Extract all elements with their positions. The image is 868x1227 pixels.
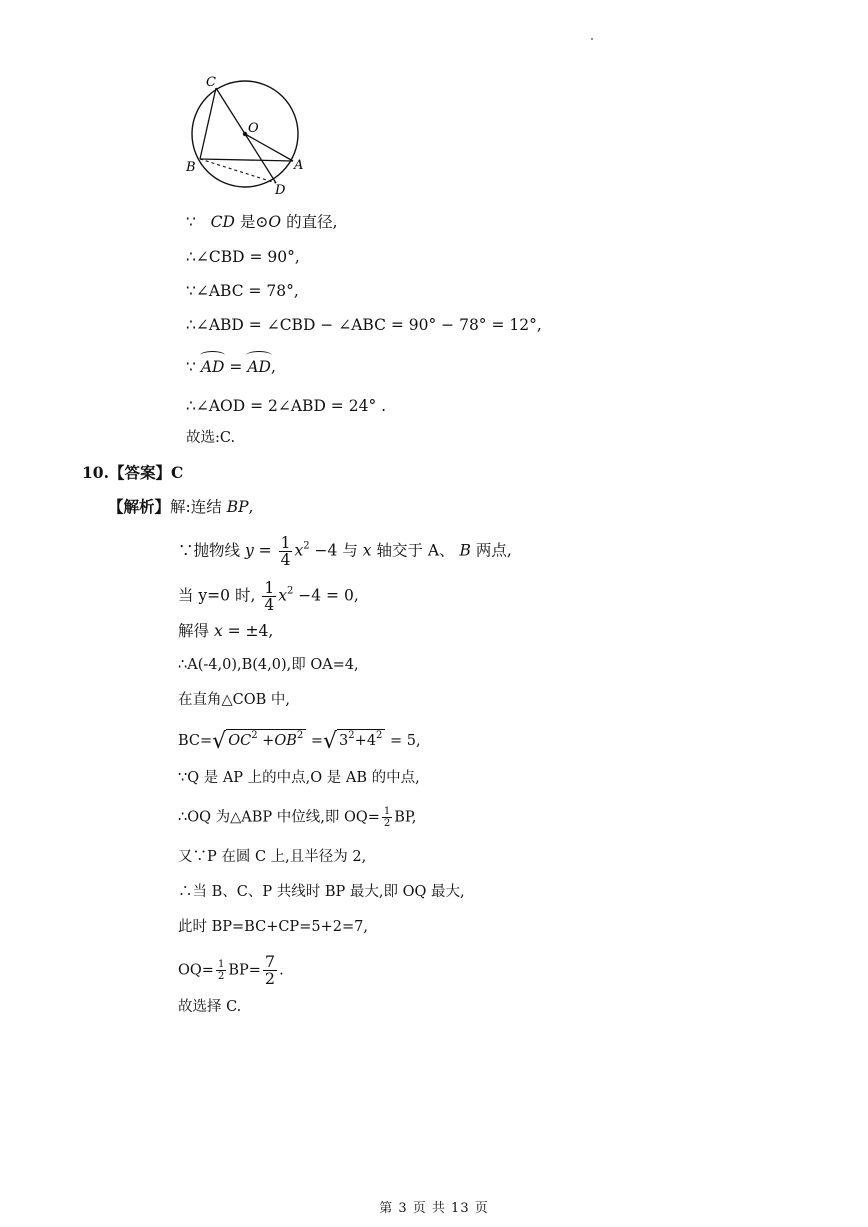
denominator: 2	[217, 971, 225, 982]
comma: ,	[248, 498, 254, 516]
numerator: 1	[280, 534, 291, 552]
var-o: O	[268, 213, 282, 231]
var-oc: OC	[228, 733, 252, 749]
result: = 5,	[390, 733, 421, 749]
sqrt-oc-ob	[226, 729, 306, 751]
label-d: D	[275, 183, 286, 197]
exponent: 2	[251, 730, 258, 741]
circle-symbol: ⊙	[255, 213, 269, 231]
exponent: 2	[286, 585, 294, 597]
text-bc-eq: BC=	[178, 733, 213, 749]
denominator: 4	[264, 596, 275, 614]
step-collinear: ∴当 B、C、P 共线时 BP 最大,即 OQ 最大,	[178, 884, 465, 900]
question-number: 10.	[82, 463, 109, 482]
numerator: 1	[217, 959, 225, 970]
plus-sign: +	[354, 733, 367, 749]
fraction-half	[382, 806, 392, 829]
radical-sign: √	[323, 729, 338, 754]
step-points: ∴A(-4,0),B(4,0),即 OA=4,	[178, 657, 359, 673]
text-diameter: 的直径,	[286, 213, 338, 231]
step-radius: 又∵P 在圆 C 上,且半径为 2,	[178, 849, 367, 865]
answer-value: C	[170, 463, 184, 482]
text-bp: BP,	[394, 809, 417, 826]
reason-line-1	[186, 212, 338, 232]
fraction-quarter	[279, 535, 293, 568]
reason-line-7: 故选:C.	[186, 430, 236, 446]
label-o: O	[248, 121, 259, 136]
var-x: x	[294, 541, 304, 560]
numerator: 1	[264, 579, 275, 597]
var-bp: BP	[226, 498, 249, 516]
exponent: 2	[296, 730, 304, 741]
because-symbol: ∵	[186, 358, 196, 376]
text-when-y-zero: 当 y=0 时,	[178, 586, 256, 605]
label-a: A	[294, 158, 304, 173]
text-and: 与	[342, 541, 358, 560]
sqrt-3-4	[337, 729, 385, 751]
fraction-seven-halves	[263, 954, 277, 987]
reason-line-6: ∴∠AOD = 2∠ABD = 24° .	[186, 397, 387, 415]
fraction-quarter	[262, 580, 276, 613]
step-oq-value	[178, 954, 284, 987]
text-is: 是	[239, 213, 256, 231]
fraction-half	[216, 959, 226, 982]
numerator: 7	[264, 952, 276, 971]
center-point	[243, 132, 247, 136]
text-bp-eq: BP=	[228, 962, 261, 979]
equals-sign: =	[258, 541, 272, 560]
var-cd: CD	[210, 213, 235, 231]
var-x: x	[213, 622, 223, 640]
equation-rest: −4 = 0,	[298, 586, 359, 605]
text-axis-intersect: 轴交于 A、	[376, 541, 455, 560]
num-four: 4	[366, 733, 377, 749]
denominator: 2	[383, 818, 391, 829]
answer-label: 【答案】	[108, 463, 171, 482]
reason-line-3: ∵∠ABC = 78°,	[186, 282, 299, 300]
step-midline	[178, 806, 416, 829]
text-midline: ∴OQ 为△ABP 中位线,即 OQ=	[178, 809, 380, 826]
denominator: 4	[280, 551, 291, 569]
analysis-intro: 解:连结	[170, 498, 222, 516]
var-y: y	[244, 541, 254, 560]
period: .	[279, 962, 284, 979]
step-bc	[178, 729, 421, 752]
equals-sign: =	[229, 358, 243, 376]
var-x: x	[278, 586, 287, 605]
denominator: 2	[264, 969, 276, 988]
step-parabola	[178, 535, 512, 568]
step-y-zero	[178, 580, 359, 613]
num-three: 3	[339, 733, 349, 749]
q10-answer-line	[82, 463, 183, 483]
label-b: B	[186, 160, 196, 175]
step-solve	[178, 621, 273, 641]
reason-line-4: ∴∠ABD = ∠CBD − ∠ABC = 90° − 78° = 12°,	[186, 316, 542, 334]
var-x-axis: x	[362, 541, 372, 560]
arc-ad-right: AD	[247, 358, 271, 376]
q10-analysis-line	[108, 497, 253, 517]
text-two-points: 两点,	[475, 541, 512, 560]
step-conclusion: 故选择 C.	[178, 999, 242, 1015]
because-symbol: ∵	[186, 213, 196, 231]
step-bp-value: 此时 BP=BC+CP=5+2=7,	[178, 919, 368, 935]
arc-ad-left: AD	[200, 358, 225, 376]
step-right-triangle: 在直角△COB 中,	[178, 692, 291, 708]
text-oq-eq: OQ=	[178, 962, 214, 979]
text-solve: 解得	[178, 622, 210, 640]
text-parabola: ∵抛物线	[178, 541, 241, 560]
circle-diagram	[180, 72, 320, 197]
page-footer: 第 3 页 共 13 页	[379, 1201, 489, 1216]
exponent: 2	[376, 730, 383, 741]
reason-line-5	[186, 357, 276, 377]
analysis-label: 【解析】	[108, 497, 171, 516]
step-midpoints: ∵Q 是 AP 上的中点,O 是 AB 的中点,	[178, 770, 420, 786]
speck	[591, 38, 593, 40]
minus-four: −4	[314, 541, 338, 560]
segment-bd	[200, 159, 276, 183]
exponent: 2	[303, 540, 310, 552]
reason-line-2: ∴∠CBD = 90°,	[186, 248, 300, 266]
radical-sign: √	[212, 729, 227, 754]
exponent: 2	[348, 730, 355, 741]
label-c: C	[206, 75, 216, 90]
comma: ,	[270, 358, 276, 376]
numerator: 1	[383, 806, 391, 817]
var-ob: OB	[274, 733, 297, 749]
segment-cb	[200, 88, 216, 159]
var-b: B	[459, 541, 471, 560]
equals-sign: =	[310, 733, 324, 749]
plus-sign: +	[262, 733, 275, 749]
solution: = ±4,	[227, 622, 274, 640]
segment-ba	[200, 159, 293, 161]
segment-oa	[245, 134, 293, 161]
